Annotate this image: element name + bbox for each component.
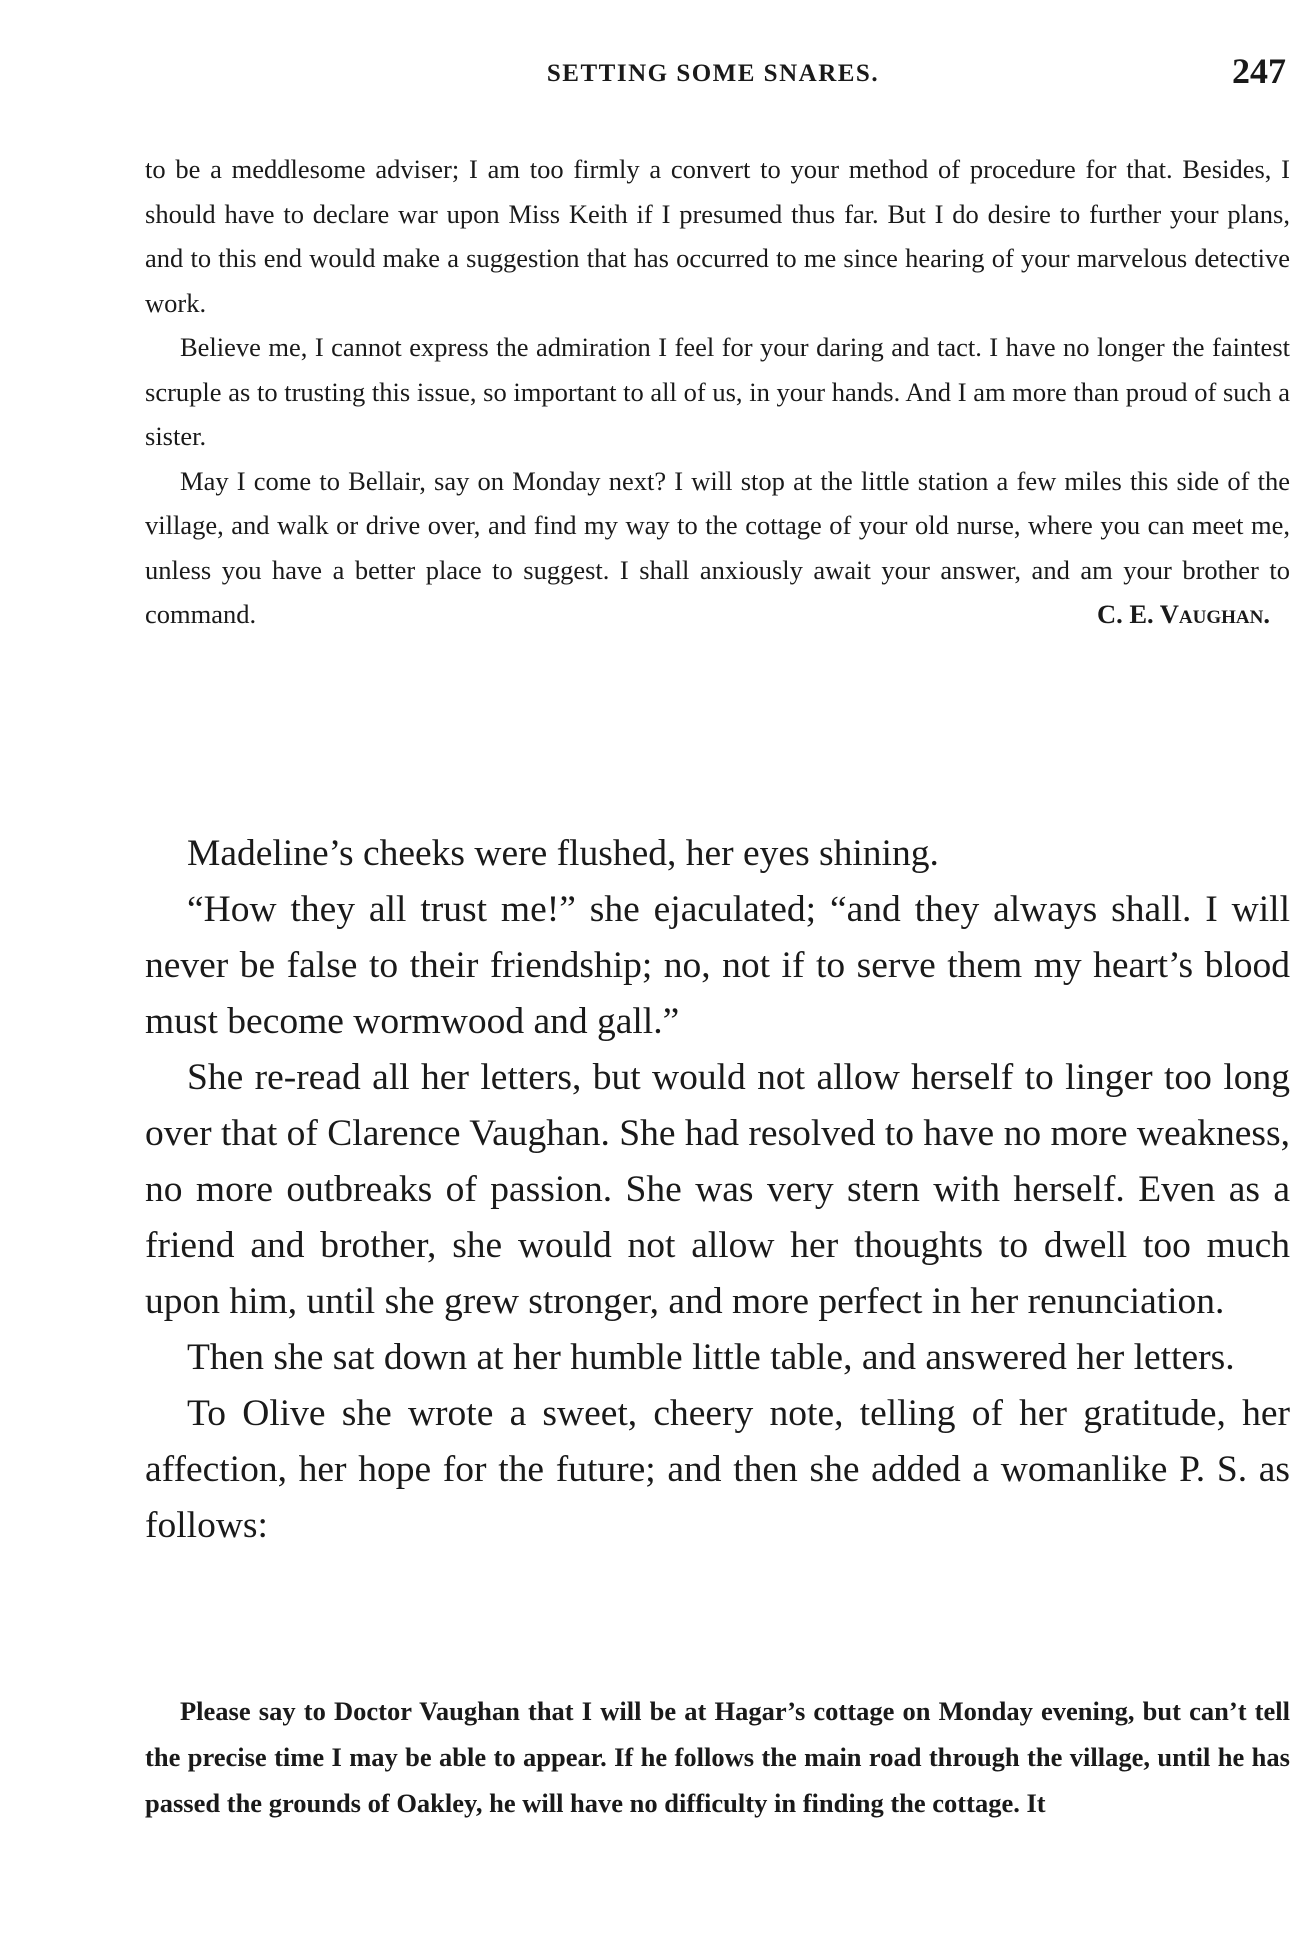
letter-paragraph-text: May I come to Bellair, say on Monday next? I will stop at the little station a few miles this side of the village, and walk or drive over, and find my way to the cottage of your old nurse, where you can meet me, unless you have a better place to suggest. I shall anxiously await your answer, and am your brother to command. <box>145 465 1290 629</box>
narrative-paragraph: To Olive she wrote a sweet, cheery note, telling of her gratitude, her affection, her hope for the future; and then she added a womanlike P. S. as follows: <box>145 1393 1290 1546</box>
narrative-paragraph: Madeline’s cheeks were flushed, her eyes shining. <box>187 833 939 874</box>
postscript-excerpt <box>145 1688 1290 1826</box>
letter-excerpt <box>145 147 1290 637</box>
letter-signature: C. E. Vaughan. <box>1096 599 1270 629</box>
postscript-paragraph: Please say to Doctor Vaughan that I will be at Hagar’s cottage on Monday evening, but can’t tell the precise time I may be able to appear. If he follows the main road through the village, until he has passed the grounds of Oakley, he will have no difficulty in finding the cottage. It <box>145 1696 1290 1818</box>
page-number: 247 <box>1232 51 1286 91</box>
narrative-text <box>145 826 1290 1554</box>
letter-paragraph <box>145 459 1290 637</box>
narrative-paragraph: Then she sat down at her humble little table, and answered her letters. <box>187 1337 1235 1378</box>
running-head <box>140 50 1286 100</box>
letter-paragraph: Believe me, I cannot express the admiration I feel for your daring and tact. I have no longer the faintest scruple as to trusting this issue, so important to all of us, in your hands. And I am more than proud of such a sister. <box>145 332 1290 451</box>
narrative-paragraph: “How they all trust me!” she ejaculated; “and they always shall. I will never be false to their friendship; no, not if to serve them my heart’s blood must become wormwood and gall.” <box>145 889 1290 1042</box>
running-title: SETTING SOME SNARES. <box>546 60 880 87</box>
narrative-paragraph: She re-read all her letters, but would not allow herself to linger too long over that of Clarence Vaughan. She had resolved to have no more weakness, no more outbreaks of passion. She was very stern with herself. Even as a friend and brother, she would not allow her thoughts to dwell too much upon him, until she grew stronger, and more perfect in her renunciation. <box>145 1057 1290 1322</box>
letter-paragraph: to be a meddlesome adviser; I am too firmly a convert to your method of procedure for that. Besides, I should have to declare war upon Miss Keith if I presumed thus far. But I do desire to further your plans, and to this end would make a suggestion that has occurred to me since hearing of your marvelous detective work. <box>145 154 1290 318</box>
